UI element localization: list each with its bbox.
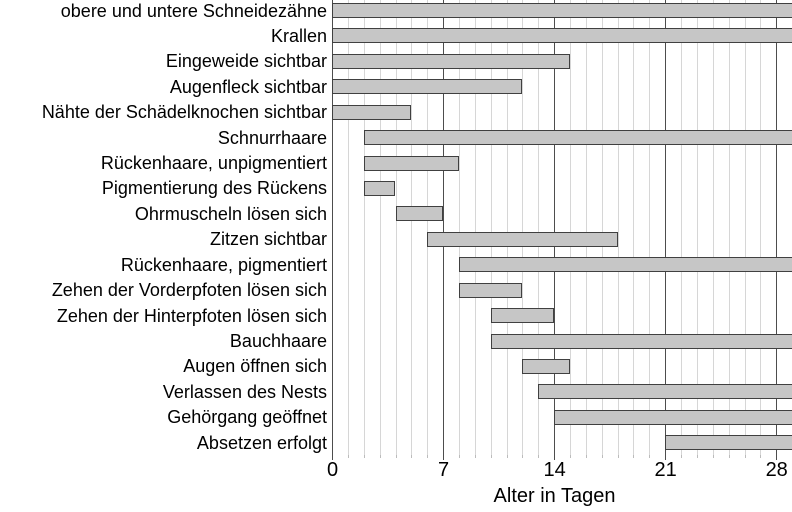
range-bar: [364, 130, 792, 145]
row-label: Pigmentierung des Rückens: [101, 178, 327, 199]
row-label: Rückenhaare, pigmentiert: [120, 254, 327, 275]
range-bar: [538, 384, 792, 399]
row-label: Krallen: [270, 25, 327, 46]
row-label: Eingeweide sichtbar: [165, 51, 327, 72]
row-label: Nähte der Schädelknochen sichtbar: [41, 102, 327, 123]
range-bar: [554, 410, 792, 425]
row-label: Zitzen sichtbar: [209, 229, 327, 250]
x-axis-tick-labels: [0, 457, 792, 483]
x-axis-title: Alter in Tagen: [493, 485, 616, 507]
range-bar: [332, 3, 792, 18]
x-tick-label: 21: [654, 459, 677, 481]
row-label: Schnurrhaare: [217, 127, 327, 148]
range-bar: [332, 79, 522, 94]
x-tick-label: 0: [326, 459, 339, 481]
range-bar: [491, 308, 555, 323]
range-bar: [332, 54, 570, 69]
row-label: Zehen der Vorderpfoten lösen sich: [51, 280, 327, 301]
range-bar: [427, 232, 617, 247]
x-tick-label: 7: [437, 459, 450, 481]
category-labels: [0, 0, 327, 455]
x-tick-label: 14: [543, 459, 566, 481]
range-bar: [396, 206, 444, 221]
range-bar: [459, 257, 792, 272]
range-bar: [332, 105, 411, 120]
row-label: Augen öffnen sich: [183, 356, 327, 377]
range-bar: [332, 28, 792, 43]
range-bar: [459, 283, 523, 298]
row-label: Bauchhaare: [229, 331, 327, 351]
row-label: Gehörgang geöffnet: [167, 407, 327, 428]
range-bar: [364, 156, 459, 171]
plot-area: [332, 0, 792, 455]
row-label: Ohrmuscheln lösen sich: [134, 203, 327, 224]
range-bar: [491, 334, 792, 349]
row-label: Augenfleck sichtbar: [169, 76, 327, 97]
row-label: Absetzen erfolgt: [196, 432, 327, 453]
row-label: Zehen der Hinterpfoten lösen sich: [56, 305, 327, 326]
x-tick-label: 28: [765, 459, 788, 481]
row-label: obere und untere Schneidezähne: [60, 0, 327, 21]
row-label: Rückenhaare, unpigmentiert: [100, 153, 327, 173]
range-bar: [522, 359, 570, 374]
range-bar: [364, 181, 396, 196]
row-label: Verlassen des Nests: [162, 381, 327, 402]
range-bar: [665, 435, 792, 450]
